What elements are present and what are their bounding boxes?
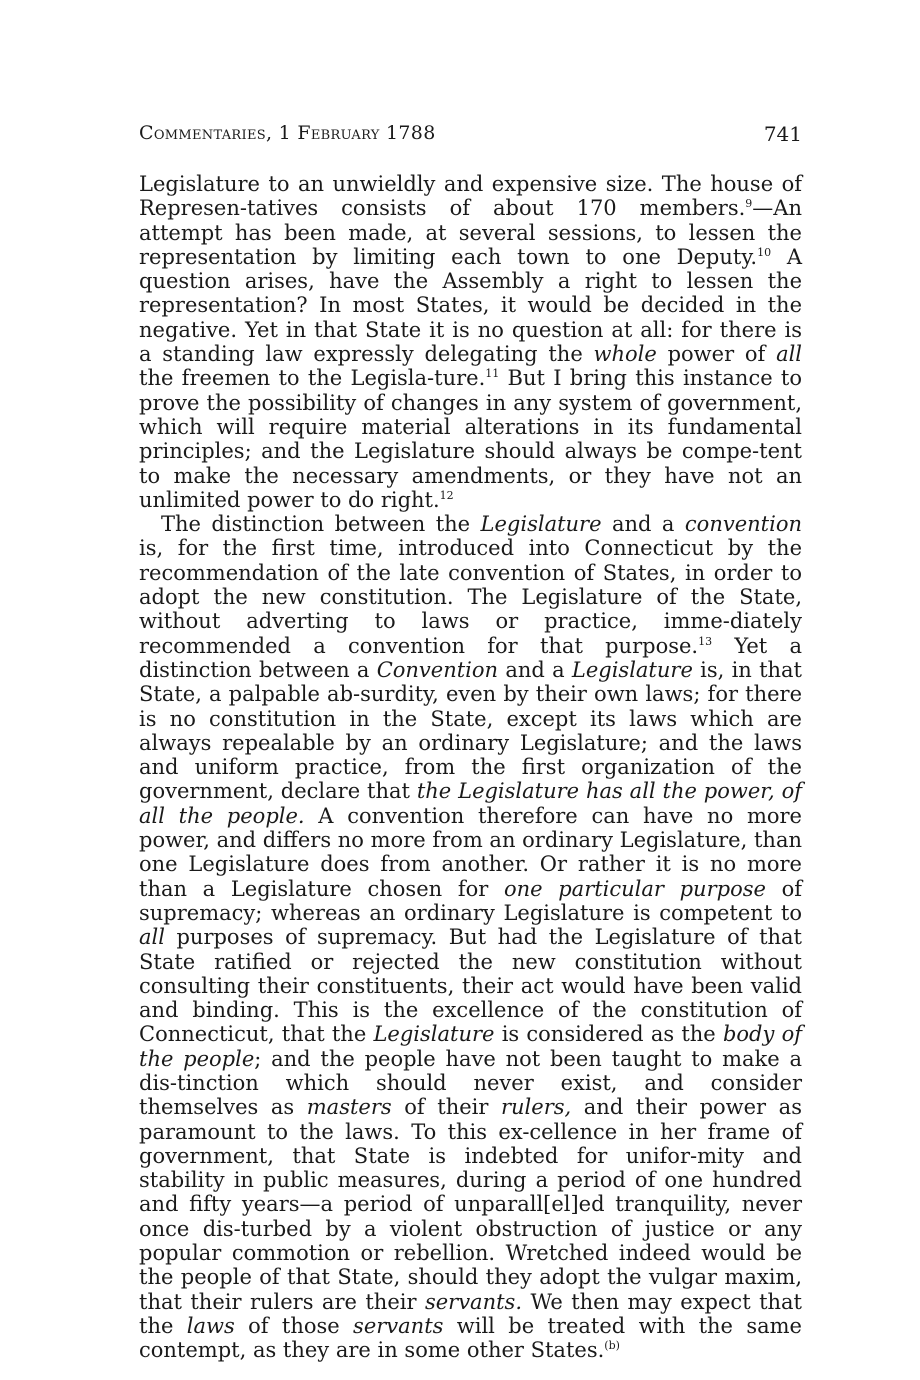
text-run: of their <box>391 1095 501 1120</box>
paragraph <box>139 512 802 1362</box>
italic-text: convention <box>684 512 802 537</box>
running-title: Commentaries, 1 February 1788 <box>139 122 436 144</box>
text-run: We then may expect that the <box>139 1289 802 1338</box>
footnote-marker: (b) <box>604 1339 620 1353</box>
text-run: and a <box>601 512 685 537</box>
footnote-marker: 9 <box>745 197 753 211</box>
italic-text: all <box>776 342 803 367</box>
text-run: But I bring this instance to prove the possibility of changes in any system of government, which will require material alterations in its fundamental principles; and the Legislature should always be compe-tent to make the necessary amendments, or they have not an unlimited power to do right. <box>139 366 802 512</box>
footnote-marker: 10 <box>757 245 772 259</box>
footnote-marker: 13 <box>698 634 713 648</box>
italic-text: Legislature <box>373 1022 495 1047</box>
text-run: Yet a distinction between a <box>139 633 802 682</box>
text-run: A convention therefore can have no more power, and differs no more from an ordinary Legislature, than one Legislature does from another. Or rather it is no more than a Legislature chosen for <box>139 803 802 901</box>
text-run: —An attempt has been made, at several sessions, to lessen the representation by limiting each town to one Deputy. <box>139 196 802 269</box>
italic-text: servants <box>353 1313 444 1338</box>
footnote-marker: 11 <box>485 367 500 381</box>
italic-text: servants. <box>424 1289 522 1314</box>
text-run: A question arises, have the Assembly a right to lessen the representation? In most States, it would be decided in the negative. Yet in that State it is no question at all: for there is a standing law expressly delegating the <box>139 244 802 367</box>
text-run: is, in that State, a palpable ab-surdity, even by their own laws; for there is no constitution in the State, except its laws which are always repealable by an ordinary Legislature; and the laws and uniform practice, from the first organization of the government, declare that <box>139 657 802 804</box>
text-run: purposes of supremacy. But had the Legislature of that State ratified or rejected the new constitution without consulting their constituents, their act would have been valid and binding. This is the excellence of the constitution of Connecticut, that the <box>139 925 802 1047</box>
italic-text: Convention <box>376 657 499 682</box>
text-run: and their power as paramount to the laws. To this ex-cellence in her frame of government, that State is indebted for unifor-mity and stability in public measures, during a period of one hundred and fifty years—a period of unparall[el]ed tranquility, never once dis-turbed by a violent obstruction of justice or any popular commotion or rebellion. Wretched indeed would be the people of that State, should they adopt the vulgar maxim, that their rulers are their <box>139 1095 802 1314</box>
italic-text: whole <box>593 342 657 367</box>
text-run: Legislature to an unwieldly and expensive size. The house of Represen-tatives consists of about 170 members. <box>139 172 802 221</box>
text-run: is, for the first time, introduced into Connecticut by the recommendation of the late convention of States, in order to adopt the new constitution. The Legislature of the State, without adverting to laws or practice, imme-diately recommended a convention for that purpose. <box>139 536 802 658</box>
paragraph <box>139 172 802 512</box>
italic-text: body of the people <box>139 1022 802 1071</box>
text-run: the freemen to the Legisla-ture. <box>139 366 486 391</box>
italic-text: masters <box>306 1095 392 1120</box>
italic-text: Legislature <box>571 657 693 682</box>
body-text <box>139 172 802 1363</box>
text-run: is considered as the <box>494 1022 723 1047</box>
italic-text: laws <box>186 1313 235 1338</box>
text-run: and a <box>498 657 572 682</box>
footnote-marker: 12 <box>439 488 454 502</box>
italic-text: all <box>139 925 165 950</box>
text-run: power of <box>656 342 777 367</box>
text-run: will be treated with the same contempt, as they are in some other States. <box>139 1313 802 1363</box>
italic-text: one particular purpose <box>503 876 766 901</box>
italic-text: rulers, <box>500 1095 572 1120</box>
running-head <box>139 122 802 150</box>
text-run: ; and the people have not been taught to make a dis-tinction which should never exist, and consider themselves as <box>139 1046 802 1120</box>
text-run: of those <box>234 1313 354 1338</box>
text-run: of supremacy; whereas an ordinary Legislature is competent to <box>139 876 803 925</box>
italic-text: Legislature <box>480 512 602 537</box>
page-number: 741 <box>763 122 802 146</box>
text-run: The distinction between the <box>161 512 481 537</box>
italic-text: the Legislature has all the power, of all the people. <box>139 779 802 828</box>
